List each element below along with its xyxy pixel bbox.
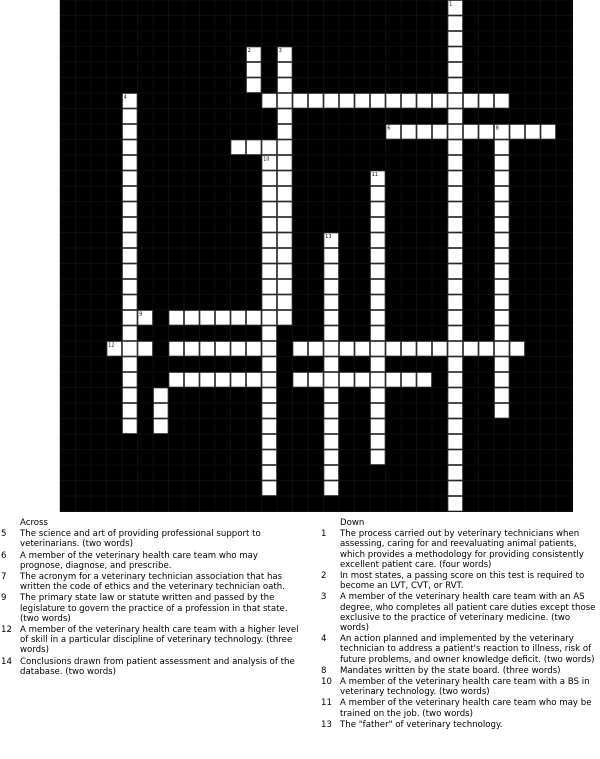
answer-cell[interactable] [371,202,385,216]
answer-cell[interactable] [448,78,462,92]
answer-cell[interactable] [371,280,385,294]
clue-number-6: 6 [387,126,391,132]
answer-cell[interactable] [448,16,462,30]
answer-cell[interactable] [324,481,338,495]
answer-cell[interactable] [123,156,137,170]
answer-cell[interactable] [448,450,462,464]
answer-cell[interactable] [324,311,338,325]
answer-cell[interactable] [293,373,307,387]
across-clue-9 [0,593,300,624]
answer-cell[interactable] [495,404,509,418]
answer-cell[interactable] [324,373,338,387]
answer-cell[interactable] [464,125,478,139]
answer-cell[interactable] [138,342,152,356]
answer-cell[interactable] [495,264,509,278]
down-clue-8 [320,666,598,676]
answer-cell[interactable] [448,326,462,340]
clue-number: 4 [321,634,327,645]
answer-cell[interactable] [355,94,369,108]
answer-cell[interactable] [371,94,385,108]
answer-cell[interactable] [479,342,493,356]
answer-cell[interactable] [216,342,230,356]
clue-text: The primary state law or statute written and passed by the legislature to govern the practice of a profession in that state. (two words) [20,593,288,624]
down-clue-4 [320,634,598,665]
answer-cell[interactable] [495,249,509,263]
answer-cell[interactable] [324,466,338,480]
answer-cell[interactable] [448,63,462,77]
answer-cell[interactable] [340,342,354,356]
down-clue-2 [320,571,598,591]
answer-cell[interactable] [123,373,137,387]
answer-cell[interactable] [262,264,276,278]
answer-cell[interactable] [448,373,462,387]
clue-number: 7 [1,572,7,583]
answer-cell[interactable] [448,156,462,170]
answer-cell[interactable] [402,125,416,139]
answer-cell[interactable] [123,264,137,278]
answer-cell[interactable] [262,326,276,340]
answer-cell[interactable] [278,311,292,325]
answer-cell[interactable] [371,187,385,201]
answer-cell[interactable] [371,450,385,464]
answer-cell[interactable] [262,295,276,309]
answer-cell[interactable] [324,435,338,449]
answer-cell[interactable] [262,233,276,247]
answer-cell[interactable] [123,109,137,123]
answer-cell[interactable] [185,373,199,387]
clue-text: A member of the veterinary health care team with an AS degree, who completes all patient care duties except those exclusive to the practice of veterinary medicine. (two words) [340,592,596,634]
answer-cell[interactable] [123,342,137,356]
down-clue-11 [320,698,598,718]
clue-number-5: 5 [247,95,251,101]
answer-cell[interactable] [371,419,385,433]
answer-cell[interactable] [293,342,307,356]
answer-cell[interactable] [262,94,276,108]
answer-cell[interactable] [495,357,509,371]
answer-cell[interactable] [448,388,462,402]
clue-number: 14 [1,656,12,667]
answer-cell[interactable] [495,295,509,309]
answer-cell[interactable] [200,342,214,356]
across-clue-14 [0,657,300,677]
answer-cell[interactable] [448,171,462,185]
answer-cell[interactable] [355,373,369,387]
down-clue-13 [320,720,598,730]
answer-cell[interactable] [324,295,338,309]
answer-cell[interactable] [495,140,509,154]
answer-cell[interactable] [495,187,509,201]
answer-cell[interactable] [448,342,462,356]
answer-cell[interactable] [448,249,462,263]
answer-cell[interactable] [123,311,137,325]
answer-cell[interactable] [495,171,509,185]
clue-text: The acronym for a veterinary technician association that has written the code of ethics and the veterinary technician oath. [20,572,285,593]
answer-cell[interactable] [262,404,276,418]
clue-number: 2 [321,571,327,582]
answer-cell[interactable] [324,419,338,433]
answer-cell[interactable] [231,140,245,154]
answer-cell[interactable] [340,94,354,108]
answer-cell[interactable] [448,187,462,201]
answer-cell[interactable] [448,32,462,46]
answer-cell[interactable] [154,419,168,433]
answer-cell[interactable] [169,311,183,325]
answer-cell[interactable] [448,481,462,495]
answer-cell[interactable] [495,156,509,170]
down-heading: Down [340,518,365,528]
clue-number-11: 11 [371,173,378,179]
answer-cell[interactable] [154,404,168,418]
answer-cell[interactable] [402,342,416,356]
answer-cell[interactable] [510,342,524,356]
answer-cell[interactable] [371,233,385,247]
answer-cell[interactable] [324,94,338,108]
across-clue-12 [0,625,300,656]
answer-cell[interactable] [262,218,276,232]
answer-cell[interactable] [324,404,338,418]
answer-cell[interactable] [433,94,447,108]
clue-number-8: 8 [495,126,499,132]
answer-cell[interactable] [324,280,338,294]
answer-cell[interactable] [448,94,462,108]
clue-text: The science and art of providing professional support to veterinarians. (two words) [20,529,261,550]
down-clue-3 [320,592,598,633]
answer-cell[interactable] [510,125,524,139]
answer-cell[interactable] [293,94,307,108]
answer-cell[interactable] [278,233,292,247]
clue-text: The "father" of veterinary technology. [340,719,503,730]
answer-cell[interactable] [169,373,183,387]
answer-cell[interactable] [448,218,462,232]
answer-cell[interactable] [495,326,509,340]
answer-cell[interactable] [448,125,462,139]
answer-cell[interactable] [278,280,292,294]
answer-cell[interactable] [262,249,276,263]
answer-cell[interactable] [262,466,276,480]
answer-cell[interactable] [123,419,137,433]
answer-cell[interactable] [278,295,292,309]
clue-number-3: 3 [278,49,282,55]
answer-cell[interactable] [278,94,292,108]
answer-cell[interactable] [371,326,385,340]
answer-cell[interactable] [433,125,447,139]
answer-cell[interactable] [464,342,478,356]
answer-cell[interactable] [185,342,199,356]
answer-cell[interactable] [278,187,292,201]
answer-cell[interactable] [262,187,276,201]
answer-cell[interactable] [448,140,462,154]
answer-cell[interactable] [200,373,214,387]
clue-number: 1 [321,529,327,540]
answer-cell[interactable] [247,78,261,92]
answer-cell[interactable] [262,388,276,402]
clue-number: 6 [1,550,7,561]
answer-cell[interactable] [278,125,292,139]
clue-number: 9 [1,593,7,604]
answer-cell[interactable] [371,435,385,449]
answer-cell[interactable] [417,94,431,108]
answer-cell[interactable] [479,125,493,139]
clue-number-4: 4 [123,95,127,101]
answer-cell[interactable] [262,419,276,433]
across-clues [0,518,300,678]
answer-cell[interactable] [371,311,385,325]
answer-cell[interactable] [262,140,276,154]
answer-cell[interactable] [371,249,385,263]
answer-cell[interactable] [123,280,137,294]
down-clue-1 [320,529,598,570]
answer-cell[interactable] [123,202,137,216]
answer-cell[interactable] [448,466,462,480]
answer-cell[interactable] [262,202,276,216]
answer-cell[interactable] [309,373,323,387]
across-heading: Across [20,518,49,528]
answer-cell[interactable] [417,125,431,139]
answer-cell[interactable] [448,202,462,216]
answer-cell[interactable] [216,311,230,325]
answer-cell[interactable] [448,357,462,371]
answer-cell[interactable] [262,342,276,356]
answer-cell[interactable] [402,373,416,387]
clue-number: 13 [321,719,332,730]
answer-cell[interactable] [402,94,416,108]
answer-cell[interactable] [495,202,509,216]
answer-cell[interactable] [123,171,137,185]
clue-number-2: 2 [247,49,251,55]
answer-cell[interactable] [448,404,462,418]
answer-cell[interactable] [123,140,137,154]
answer-cell[interactable] [278,264,292,278]
answer-cell[interactable] [448,295,462,309]
answer-cell[interactable] [185,311,199,325]
clue-number-1: 1 [449,2,453,8]
answer-cell[interactable] [479,94,493,108]
answer-cell[interactable] [371,264,385,278]
clue-text: Conclusions drawn from patient assessment and analysis of the database. (two words) [20,656,295,677]
answer-cell[interactable] [448,233,462,247]
answer-cell[interactable] [386,373,400,387]
clue-text: In most states, a passing score on this test is required to become an LVT, CVT, or RVT. [340,571,585,592]
clue-text: A member of the veterinary health care team with a BS in veterinary technology. (two words) [340,677,590,698]
down-clue-10 [320,677,598,697]
answer-cell[interactable] [262,435,276,449]
answer-cell[interactable] [216,373,230,387]
answer-cell[interactable] [262,481,276,495]
answer-cell[interactable] [371,404,385,418]
down-clue-list [320,529,598,730]
across-clue-6 [0,551,300,571]
across-clue-5 [0,529,300,549]
answer-cell[interactable] [495,233,509,247]
answer-cell[interactable] [324,342,338,356]
answer-cell[interactable] [123,326,137,340]
answer-cell[interactable] [386,94,400,108]
answer-cell[interactable] [247,140,261,154]
answer-cell[interactable] [324,450,338,464]
clue-number-14: 14 [154,374,161,380]
answer-cell[interactable] [309,342,323,356]
answer-cell[interactable] [448,435,462,449]
answer-cell[interactable] [371,357,385,371]
answer-cell[interactable] [309,94,323,108]
answer-cell[interactable] [324,326,338,340]
across-clue-7 [0,572,300,592]
answer-cell[interactable] [278,171,292,185]
answer-cell[interactable] [278,218,292,232]
answer-cell[interactable] [231,311,245,325]
answer-cell[interactable] [123,295,137,309]
answer-cell[interactable] [278,109,292,123]
answer-cell[interactable] [262,171,276,185]
answer-cell[interactable] [495,342,509,356]
clue-text: A member of the veterinary health care team who may prognose, diagnose, and prescribe. [20,550,259,571]
answer-cell[interactable] [371,342,385,356]
clue-number: 10 [321,677,332,688]
answer-cell[interactable] [324,249,338,263]
answer-cell[interactable] [371,218,385,232]
answer-cell[interactable] [448,311,462,325]
clue-number: 11 [321,698,332,709]
answer-cell[interactable] [123,125,137,139]
answer-cell[interactable] [278,156,292,170]
clue-number: 5 [1,529,7,540]
answer-cell[interactable] [278,78,292,92]
answer-cell[interactable] [123,249,137,263]
answer-cell[interactable] [448,47,462,61]
answer-cell[interactable] [262,311,276,325]
answer-cell[interactable] [278,140,292,154]
clue-text: The process carried out by veterinary technicians when assessing, caring for and reevaluating animal patients, which provides a methodology for providing consistently excellent patient care. (four words) [340,529,584,570]
answer-cell[interactable] [324,357,338,371]
clue-number: 12 [1,625,12,636]
answer-cell[interactable] [495,388,509,402]
answer-cell[interactable] [278,202,292,216]
answer-cell[interactable] [123,388,137,402]
clue-number-12: 12 [108,343,115,349]
answer-cell[interactable] [247,373,261,387]
answer-cell[interactable] [386,342,400,356]
answer-cell[interactable] [371,295,385,309]
answer-cell[interactable] [371,373,385,387]
clue-number-10: 10 [263,157,270,163]
answer-cell[interactable] [464,94,478,108]
answer-cell[interactable] [495,373,509,387]
clue-number-13: 13 [325,235,332,241]
clue-text: Mandates written by the state board. (three words) [340,665,561,676]
down-clues [320,518,598,731]
answer-cell[interactable] [169,342,183,356]
answer-cell[interactable] [262,280,276,294]
answer-cell[interactable] [448,280,462,294]
clue-text: A member of the veterinary health care team with a higher level of skill in a particular discipline of veterinary technology. (three words) [20,625,299,656]
answer-cell[interactable] [355,342,369,356]
answer-cell[interactable] [262,357,276,371]
across-clue-list [0,529,300,677]
answer-cell[interactable] [526,125,540,139]
answer-cell[interactable] [247,311,261,325]
answer-cell[interactable] [262,450,276,464]
clue-number-7: 7 [232,157,236,163]
answer-cell[interactable] [324,264,338,278]
answer-cell[interactable] [247,342,261,356]
answer-cell[interactable] [417,373,431,387]
answer-cell[interactable] [154,388,168,402]
answer-cell[interactable] [433,342,447,356]
answer-cell[interactable] [231,342,245,356]
answer-cell[interactable] [278,63,292,77]
answer-cell[interactable] [448,109,462,123]
answer-cell[interactable] [340,373,354,387]
answer-cell[interactable] [448,497,462,511]
answer-cell[interactable] [123,404,137,418]
answer-cell[interactable] [495,94,509,108]
clue-text: A member of the veterinary health care team who may be trained on the job. (two words) [340,698,592,719]
answer-cell[interactable] [123,233,137,247]
clue-number: 3 [321,592,327,603]
clue-number-9: 9 [139,312,143,318]
answer-cell[interactable] [324,388,338,402]
answer-cell[interactable] [247,63,261,77]
answer-cell[interactable] [541,125,555,139]
clue-text: An action planned and implemented by the veterinary technician to address a patient's reaction to illness, risk of future problems, and owner knowledge deficit. (two words) [340,634,595,665]
answer-cell[interactable] [371,388,385,402]
answer-cell[interactable] [448,419,462,433]
answer-cell[interactable] [123,218,137,232]
clue-number: 8 [321,665,327,676]
answer-cell[interactable] [495,218,509,232]
answer-cell[interactable] [200,311,214,325]
answer-cell[interactable] [448,264,462,278]
answer-cell[interactable] [123,357,137,371]
answer-cell[interactable] [495,280,509,294]
answer-cell[interactable] [417,342,431,356]
answer-cell[interactable] [123,187,137,201]
answer-cell[interactable] [231,373,245,387]
answer-cell[interactable] [262,373,276,387]
answer-cell[interactable] [495,311,509,325]
answer-cell[interactable] [278,249,292,263]
